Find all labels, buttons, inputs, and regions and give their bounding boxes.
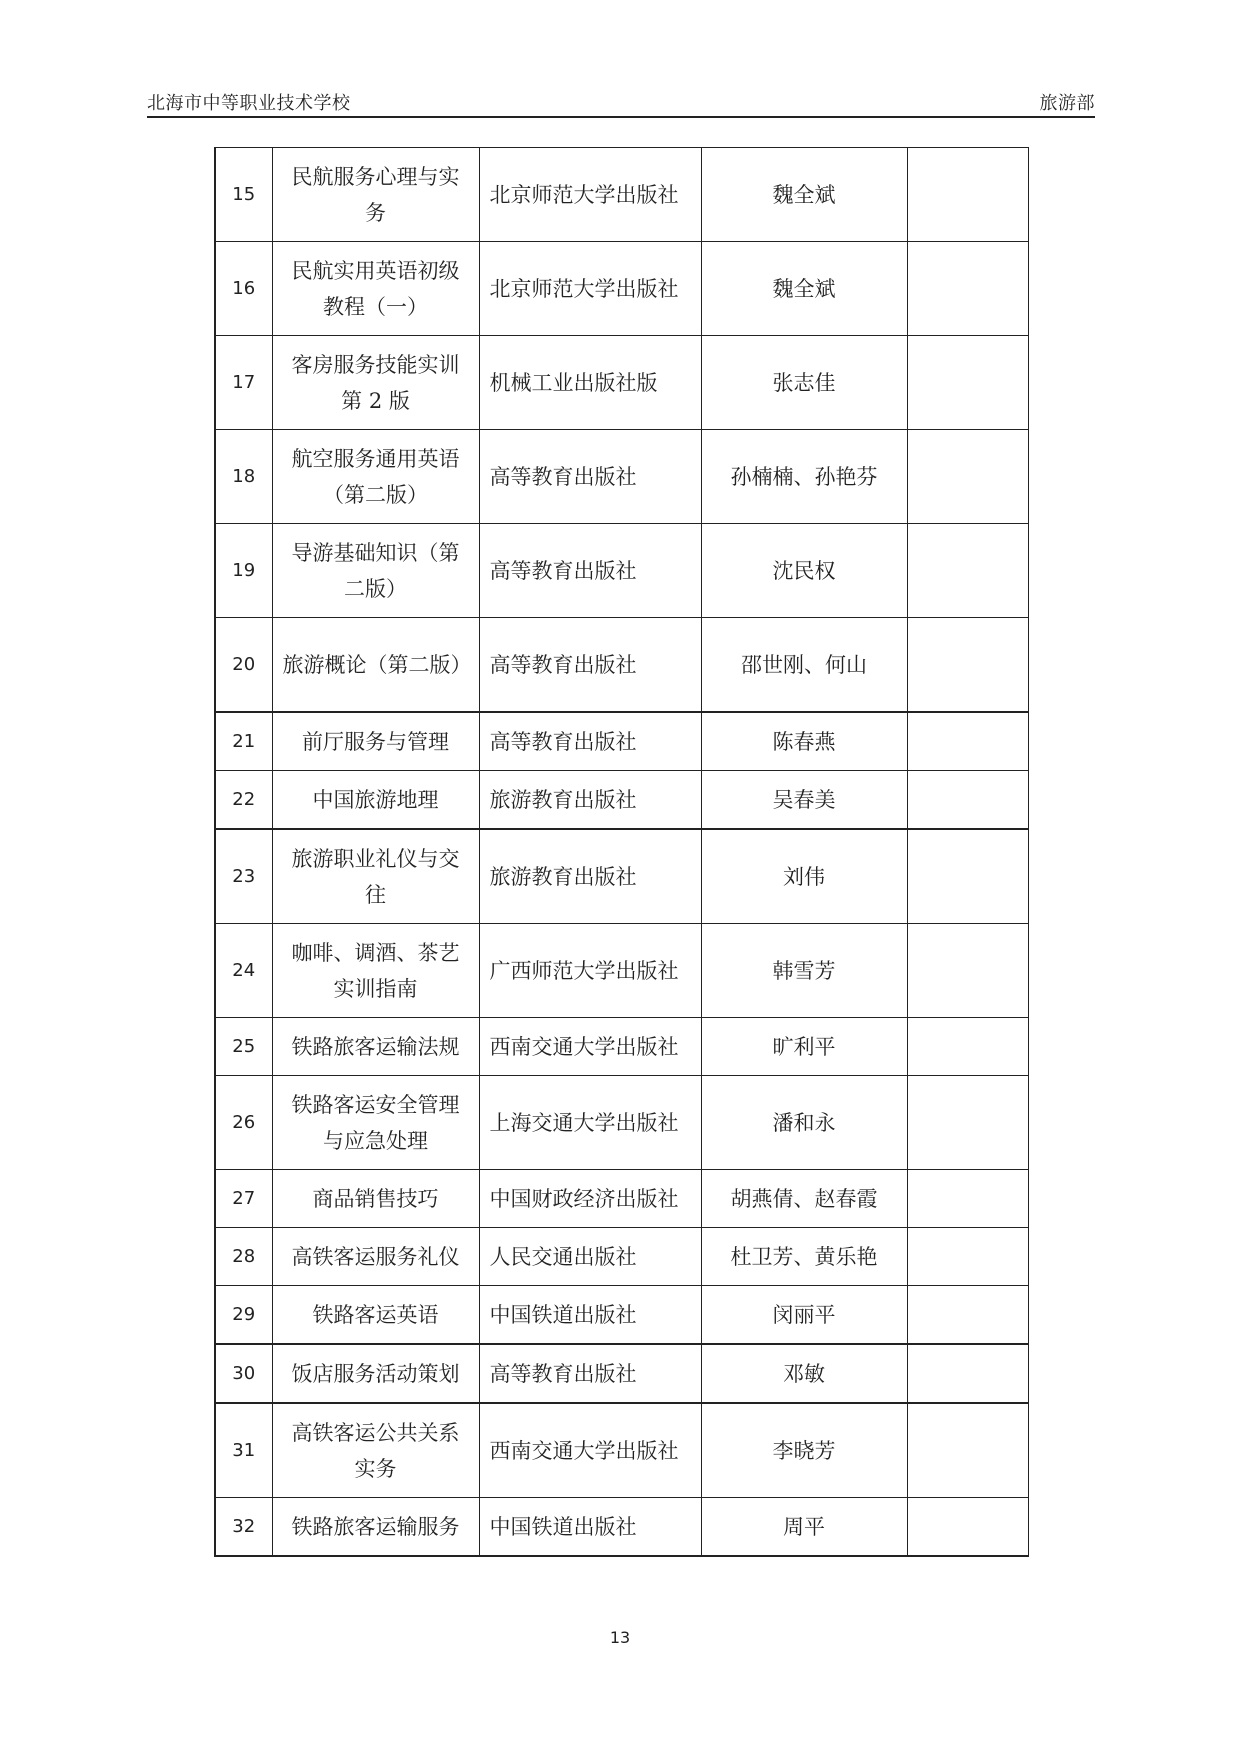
author: 魏全斌: [701, 242, 907, 336]
note-cell: [907, 712, 1028, 771]
publisher: 高等教育出版社: [479, 430, 701, 524]
table-row: [215, 148, 1028, 242]
book-title: 咖啡、调酒、茶艺实训指南: [272, 924, 479, 1018]
table-row: [215, 1018, 1028, 1076]
row-number: 19: [215, 524, 272, 618]
row-number: 22: [215, 771, 272, 830]
author: 韩雪芳: [701, 924, 907, 1018]
note-cell: [907, 148, 1028, 242]
table-row: [215, 771, 1028, 830]
table-row: [215, 430, 1028, 524]
author: 杜卫芳、黄乐艳: [701, 1228, 907, 1286]
note-cell: [907, 336, 1028, 430]
table-row: [215, 829, 1028, 924]
row-number: 25: [215, 1018, 272, 1076]
note-cell: [907, 242, 1028, 336]
row-number: 20: [215, 618, 272, 713]
book-title: 航空服务通用英语（第二版）: [272, 430, 479, 524]
table-row: [215, 924, 1028, 1018]
book-title: 商品销售技巧: [272, 1170, 479, 1228]
author: 邓敏: [701, 1344, 907, 1403]
table-row: [215, 1228, 1028, 1286]
book-title: 导游基础知识（第二版）: [272, 524, 479, 618]
note-cell: [907, 1344, 1028, 1403]
row-number: 18: [215, 430, 272, 524]
book-title: 高铁客运服务礼仪: [272, 1228, 479, 1286]
book-title: 铁路客运安全管理与应急处理: [272, 1076, 479, 1170]
publisher: 高等教育出版社: [479, 1344, 701, 1403]
note-cell: [907, 924, 1028, 1018]
table-row: [215, 618, 1028, 713]
author: 孙楠楠、孙艳芬: [701, 430, 907, 524]
note-cell: [907, 524, 1028, 618]
school-name: 北海市中等职业技术学校: [147, 93, 351, 114]
author: 吴春美: [701, 771, 907, 830]
book-title: 铁路旅客运输服务: [272, 1498, 479, 1557]
book-title: 客房服务技能实训第 2 版: [272, 336, 479, 430]
note-cell: [907, 771, 1028, 830]
table-row: [215, 242, 1028, 336]
note-cell: [907, 1170, 1028, 1228]
author: 李晓芳: [701, 1403, 907, 1498]
publisher: 高等教育出版社: [479, 712, 701, 771]
note-cell: [907, 829, 1028, 924]
book-title: 铁路客运英语: [272, 1286, 479, 1345]
publisher: 机械工业出版社版: [479, 336, 701, 430]
page-header: [147, 86, 1095, 118]
row-number: 21: [215, 712, 272, 771]
author: 魏全斌: [701, 148, 907, 242]
book-title: 铁路旅客运输法规: [272, 1018, 479, 1076]
table-row: [215, 1403, 1028, 1498]
table-row: [215, 1286, 1028, 1345]
table-row: [215, 524, 1028, 618]
publisher: 人民交通出版社: [479, 1228, 701, 1286]
author: 邵世刚、何山: [701, 618, 907, 713]
note-cell: [907, 430, 1028, 524]
row-number: 17: [215, 336, 272, 430]
note-cell: [907, 1228, 1028, 1286]
author: 旷利平: [701, 1018, 907, 1076]
note-cell: [907, 1286, 1028, 1345]
publisher: 旅游教育出版社: [479, 771, 701, 830]
publisher: 中国铁道出版社: [479, 1498, 701, 1557]
row-number: 26: [215, 1076, 272, 1170]
textbook-table: [214, 147, 1029, 1557]
row-number: 16: [215, 242, 272, 336]
publisher: 高等教育出版社: [479, 524, 701, 618]
book-title: 前厅服务与管理: [272, 712, 479, 771]
author: 胡燕倩、赵春霞: [701, 1170, 907, 1228]
publisher: 北京师范大学出版社: [479, 242, 701, 336]
publisher: 中国财政经济出版社: [479, 1170, 701, 1228]
book-title: 民航实用英语初级教程（一）: [272, 242, 479, 336]
row-number: 24: [215, 924, 272, 1018]
note-cell: [907, 1403, 1028, 1498]
book-title: 高铁客运公共关系实务: [272, 1403, 479, 1498]
note-cell: [907, 1018, 1028, 1076]
publisher: 上海交通大学出版社: [479, 1076, 701, 1170]
table-row: [215, 1076, 1028, 1170]
page-number: 13: [609, 1628, 631, 1647]
publisher: 旅游教育出版社: [479, 829, 701, 924]
author: 张志佳: [701, 336, 907, 430]
author: 周平: [701, 1498, 907, 1557]
publisher: 中国铁道出版社: [479, 1286, 701, 1345]
table-row: [215, 712, 1028, 771]
author: 闵丽平: [701, 1286, 907, 1345]
book-title: 旅游职业礼仪与交往: [272, 829, 479, 924]
publisher: 西南交通大学出版社: [479, 1403, 701, 1498]
note-cell: [907, 618, 1028, 713]
row-number: 32: [215, 1498, 272, 1557]
publisher: 广西师范大学出版社: [479, 924, 701, 1018]
table-row: [215, 1498, 1028, 1557]
table-row: [215, 1344, 1028, 1403]
note-cell: [907, 1498, 1028, 1557]
row-number: 15: [215, 148, 272, 242]
row-number: 28: [215, 1228, 272, 1286]
publisher: 西南交通大学出版社: [479, 1018, 701, 1076]
book-title: 民航服务心理与实务: [272, 148, 479, 242]
publisher: 高等教育出版社: [479, 618, 701, 713]
table-row: [215, 1170, 1028, 1228]
publisher: 北京师范大学出版社: [479, 148, 701, 242]
author: 陈春燕: [701, 712, 907, 771]
book-title: 旅游概论（第二版）: [272, 618, 479, 713]
note-cell: [907, 1076, 1028, 1170]
table-row: [215, 336, 1028, 430]
row-number: 27: [215, 1170, 272, 1228]
book-title: 中国旅游地理: [272, 771, 479, 830]
author: 沈民权: [701, 524, 907, 618]
department-name: 旅游部: [1039, 93, 1095, 114]
row-number: 30: [215, 1344, 272, 1403]
author: 刘伟: [701, 829, 907, 924]
row-number: 23: [215, 829, 272, 924]
row-number: 31: [215, 1403, 272, 1498]
row-number: 29: [215, 1286, 272, 1345]
author: 潘和永: [701, 1076, 907, 1170]
book-title: 饭店服务活动策划: [272, 1344, 479, 1403]
